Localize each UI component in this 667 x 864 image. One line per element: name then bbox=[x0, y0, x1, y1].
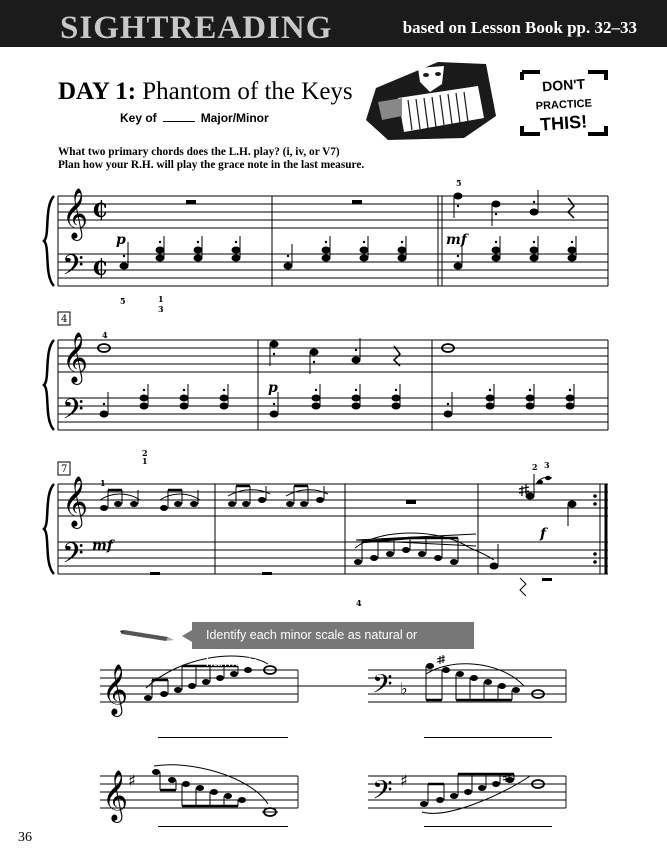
cut-time-icon: ₵ bbox=[92, 255, 108, 281]
day-label: DAY 1: bbox=[58, 78, 137, 105]
fingering: 2 bbox=[532, 462, 538, 472]
measure-number: 4 bbox=[61, 314, 68, 325]
key-suffix: Major/Minor bbox=[200, 111, 269, 125]
answer-line[interactable] bbox=[158, 826, 288, 827]
page-number: 36 bbox=[18, 830, 32, 845]
pencil-icon bbox=[120, 626, 182, 642]
braces bbox=[44, 196, 54, 574]
treble-clef-icon: 𝄞 bbox=[102, 664, 129, 715]
fingering: 1 bbox=[142, 456, 148, 466]
fingering: 3 bbox=[544, 460, 550, 470]
badge-line-2: PRACTICE bbox=[535, 97, 593, 113]
piece-name: Phantom of the Keys bbox=[142, 78, 353, 105]
fingering: 5 bbox=[120, 296, 126, 306]
fingering: 5 bbox=[456, 178, 462, 188]
treble-clef-icon: 𝄞 bbox=[62, 476, 89, 527]
badge-line-1: DON'T bbox=[541, 75, 586, 95]
system-1-notes bbox=[120, 190, 577, 270]
cut-time-icon: ₵ bbox=[92, 197, 108, 223]
bass-clef-icon: 𝄢 bbox=[372, 668, 393, 706]
flat-icon: ♭ bbox=[400, 679, 408, 698]
treble-clef-icon: 𝄞 bbox=[62, 332, 89, 383]
dynamic-mark: f bbox=[540, 526, 547, 542]
clefs bbox=[62, 188, 107, 577]
repeat-dots bbox=[593, 494, 597, 564]
bass-clef-icon: 𝄢 bbox=[62, 249, 84, 289]
dynamic-mark: p bbox=[268, 380, 278, 396]
bass-clef-icon: 𝄢 bbox=[62, 537, 84, 577]
answer-line[interactable] bbox=[424, 826, 552, 827]
dynamic-mark: mf bbox=[446, 232, 467, 248]
fingering: 1 bbox=[100, 478, 106, 488]
bass-clef-icon: 𝄢 bbox=[62, 393, 84, 433]
dynamic-mark: mf bbox=[92, 538, 113, 554]
measure-number: 7 bbox=[61, 464, 68, 475]
dynamic-mark: p bbox=[116, 232, 126, 248]
key-prefix: Key of bbox=[120, 111, 157, 125]
sharp-icon: ♯ bbox=[128, 771, 136, 790]
instruction-1: What two primary chords does the L.H. play? (i, iv, or V7) bbox=[58, 146, 340, 158]
answer-line[interactable] bbox=[158, 737, 288, 738]
section-title: SIGHTREADING bbox=[60, 10, 333, 46]
instruction-2: Plan how your R.H. will play the grace note in the last measure. bbox=[58, 159, 365, 171]
treble-clef-icon: 𝄞 bbox=[62, 188, 89, 239]
fingering: 1 bbox=[158, 294, 164, 304]
bar-lines bbox=[58, 196, 608, 574]
badge-line-3: THIS! bbox=[539, 111, 588, 135]
fingering: 3 bbox=[158, 304, 164, 314]
staff-lines bbox=[58, 196, 608, 574]
lesson-reference: based on Lesson Book pp. 32–33 bbox=[402, 18, 637, 37]
treble-clef-icon: 𝄞 bbox=[102, 770, 129, 821]
fingering: 4 bbox=[102, 330, 108, 340]
sharp-icon: ♯ bbox=[400, 771, 408, 790]
scale-clefs bbox=[102, 664, 408, 823]
scale-instruction: Identify each minor scale as natural or harmonic. bbox=[192, 622, 474, 649]
fingering: 4 bbox=[356, 598, 362, 608]
bass-clef-icon: 𝄢 bbox=[372, 774, 393, 812]
answer-line[interactable] bbox=[424, 737, 552, 738]
scale-staves bbox=[100, 670, 566, 808]
fingering: 2 bbox=[142, 448, 148, 458]
